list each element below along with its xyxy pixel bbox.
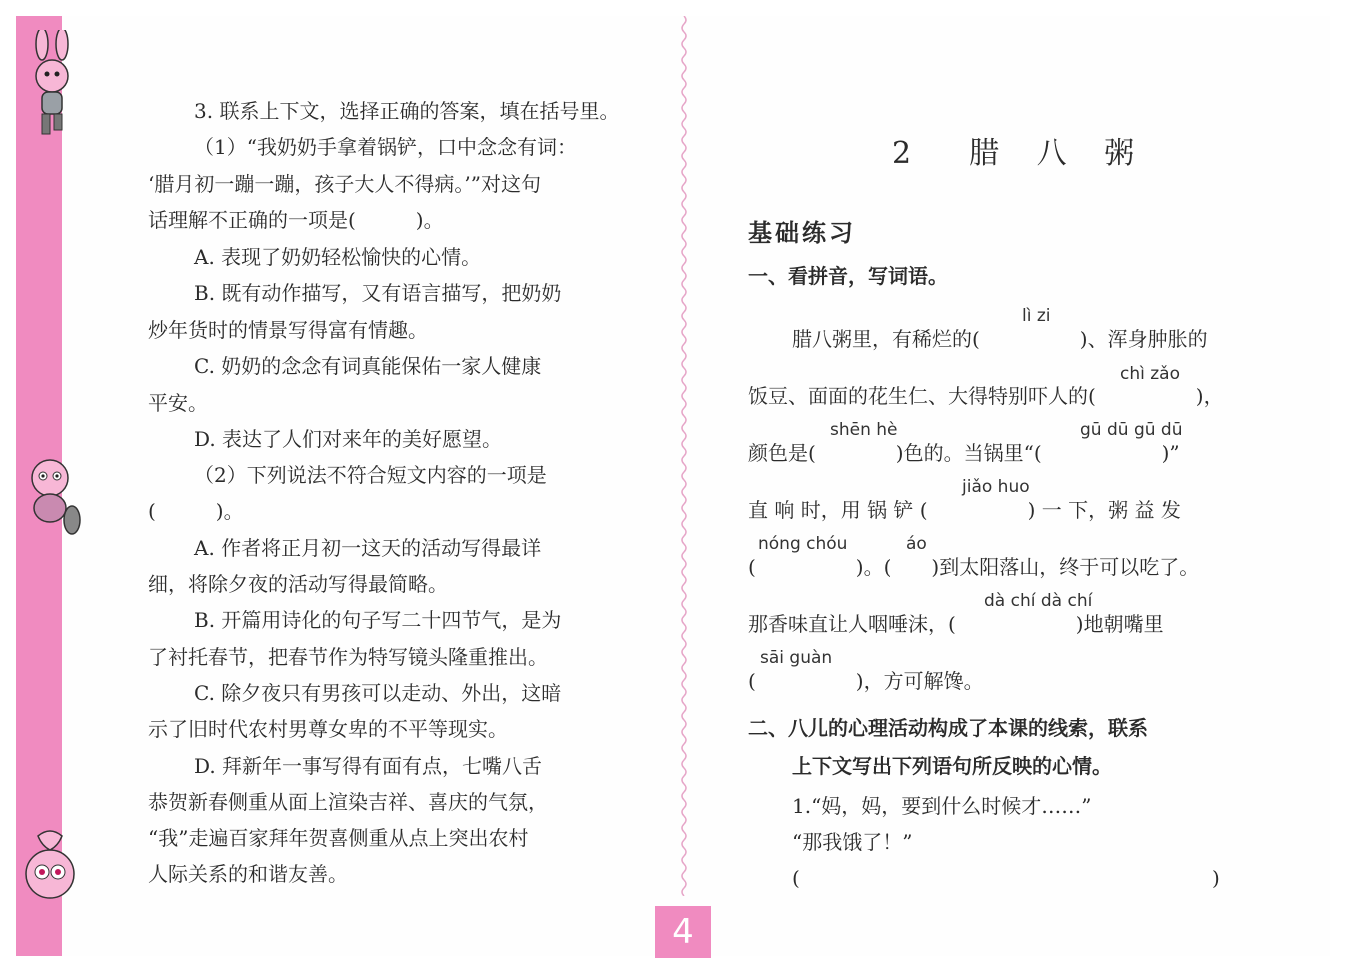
lesson-title: 2 腊 八 粥: [892, 136, 1149, 171]
text-line: C. 除夕夜只有男孩可以走动、外出，这暗: [194, 681, 562, 705]
text-line: 直 响 时，用 锅 铲 ( ) 一 下，粥 益 发: [748, 498, 1181, 522]
pinyin-label: lì zi: [1022, 306, 1051, 326]
pinyin-label: gū dū gū dū: [1080, 420, 1183, 440]
text-line: （2）下列说法不符合短文内容的一项是: [194, 463, 547, 487]
pinyin-label: áo: [906, 534, 927, 554]
text-line: 平安。: [148, 391, 208, 415]
text-line: ( )。( )到太阳落山，终于可以吃了。: [748, 555, 1200, 579]
answer-bracket-close: ): [1212, 866, 1220, 890]
pinyin-label: jiǎo huo: [962, 477, 1030, 497]
pinyin-label: dà chí dà chí: [984, 591, 1093, 611]
text-line: D. 拜新年一事写得有面有点，七嘴八舌: [194, 754, 543, 778]
text-line: 话理解不正确的一项是( )。: [148, 208, 444, 232]
pinyin-label: sāi guàn: [760, 648, 833, 668]
question-heading: 一、看拼音，写词语。: [748, 264, 948, 288]
text-line: 恭贺新春侧重从面上渲染吉祥、喜庆的气氛，: [148, 790, 548, 814]
text-line: C. 奶奶的念念有词真能保佑一家人健康: [194, 354, 542, 378]
text-line: B. 既有动作描写，又有语言描写，把奶奶: [194, 281, 562, 305]
text-line: 那香味直让人咽唾沫，( )地朝嘴里: [748, 612, 1164, 636]
page-number-badge: 4: [655, 906, 711, 958]
raccoon-icon: [14, 450, 86, 540]
text-line: “我”走遍百家拜年贺喜侧重从点上突出农村: [148, 826, 529, 850]
text-line: 示了旧时代农村男尊女卑的不平等现实。: [148, 717, 508, 741]
text-line: “那我饿了！”: [792, 830, 913, 854]
pinyin-label: chì zǎo: [1120, 364, 1180, 384]
text-line: 腊八粥里，有稀烂的( )、浑身肿胀的: [792, 327, 1208, 351]
text-line: 饭豆、面面的花生仁、大得特别吓人的( )，: [748, 384, 1224, 408]
text-line: ( )，方可解馋。: [748, 669, 984, 693]
text-line: ‘腊月初一蹦一蹦，孩子大人不得病。’”对这句: [148, 172, 541, 196]
section-heading: 基础练习: [748, 219, 856, 247]
text-line: A. 表现了奶奶轻松愉快的心情。: [194, 245, 482, 269]
text-line: 人际关系的和谐友善。: [148, 862, 348, 886]
text-line: ( )。: [148, 499, 244, 523]
page-divider-wave: [679, 16, 689, 896]
text-line: 颜色是( )色的。当锅里“( )”: [748, 441, 1180, 465]
question-heading: 上下文写出下列语句所反映的心情。: [792, 754, 1112, 778]
answer-bracket-open: (: [792, 866, 800, 890]
text-line: A. 作者将正月初一这天的活动写得最详: [194, 536, 542, 560]
text-line: 1.“妈，妈，要到什么时候才……”: [792, 794, 1092, 818]
text-line: 了衬托春节，把春节作为特写镜头隆重推出。: [148, 645, 548, 669]
text-line: 炒年货时的情景写得富有情趣。: [148, 318, 428, 342]
text-line: B. 开篇用诗化的句子写二十四节气，是为: [194, 608, 562, 632]
text-line: D. 表达了人们对来年的美好愿望。: [194, 427, 503, 451]
pinyin-label: shēn hè: [830, 420, 898, 440]
text-line: 细，将除夕夜的活动写得最简略。: [148, 572, 448, 596]
text-line: （1）“我奶奶手拿着锅铲，口中念念有词：: [194, 135, 577, 159]
pinyin-label: nóng chóu: [758, 534, 848, 554]
rabbit-icon: [14, 30, 86, 140]
question-heading: 二、八儿的心理活动构成了本课的线索，联系: [748, 716, 1148, 740]
tiger-icon: [12, 820, 86, 910]
text-line: 3. 联系上下文，选择正确的答案，填在括号里。: [194, 99, 620, 123]
